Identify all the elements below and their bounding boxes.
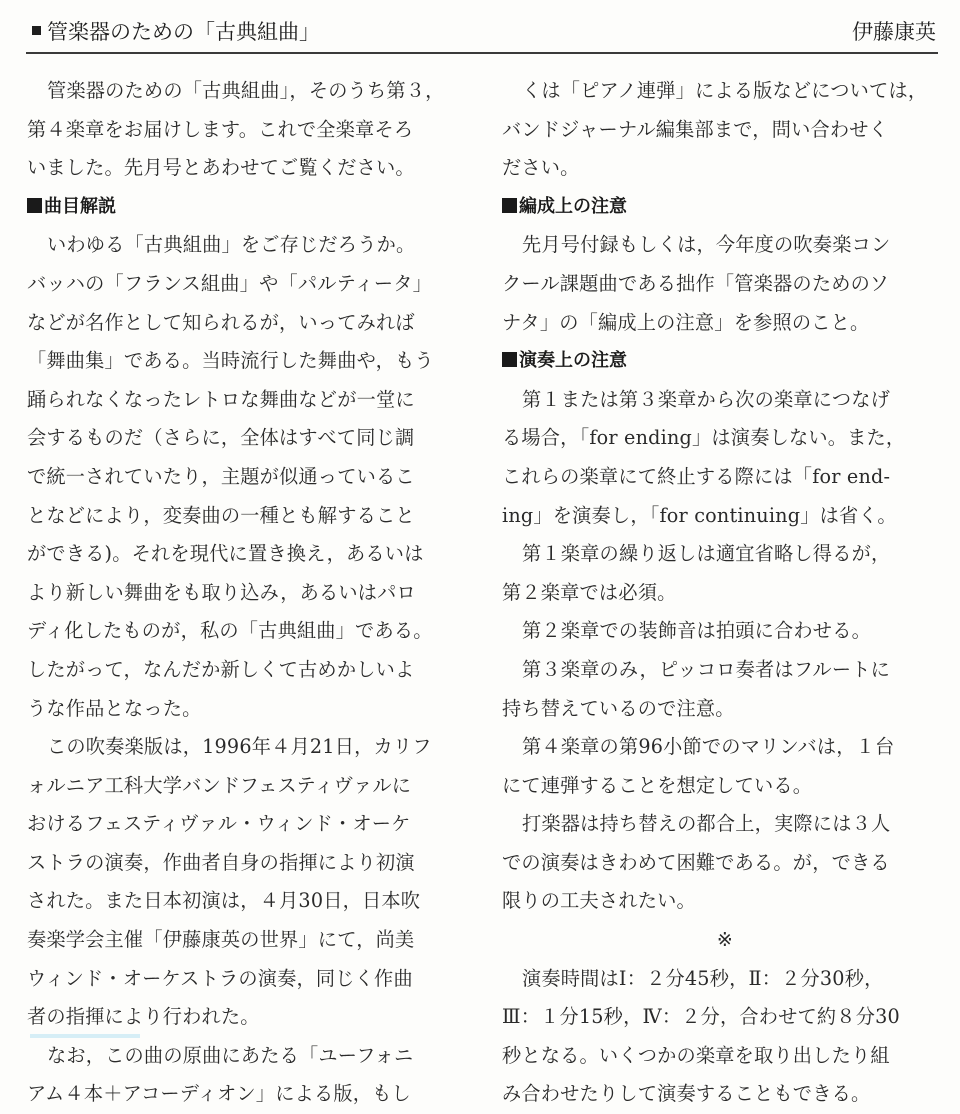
intro-line: いました。先月号とあわせてご覧ください。: [27, 156, 415, 180]
left-column: [27, 72, 475, 1114]
body-line: 持ち替えているので注意。: [502, 696, 735, 720]
section-heading-text: 演奏上の注意: [519, 350, 627, 372]
article-title: [32, 16, 320, 46]
body-line: クール課題曲である拙作「管楽器のためのソ: [502, 271, 889, 295]
page-header: [26, 10, 938, 54]
body-line: ださい。: [502, 156, 580, 180]
body-line: での演奏はきわめて困難である。が，できる: [502, 850, 890, 874]
title-bullet-icon: [32, 26, 41, 35]
body-line: 第１または第３楽章から次の楽章につなげ: [522, 387, 890, 411]
scan-edge-strip: [30, 1034, 140, 1038]
heading-square-icon: [502, 352, 517, 367]
body-line: ができる)。それを現代に置き換え，あるいは: [27, 542, 424, 566]
body-line: これらの楽章にて終止する際には「for end-: [502, 464, 891, 488]
body-line: うな作品となった。: [27, 696, 202, 720]
body-line: この吹奏楽版は，1996年４月21日，カリフ: [47, 735, 432, 759]
body-line: 演奏時間はⅠ：２分45秒，Ⅱ：２分30秒，: [522, 966, 884, 990]
body-line: などが名作として知られるが，いってみれば: [27, 310, 415, 334]
body-line: 第３楽章のみ，ピッコロ奏者はフルートに: [522, 657, 890, 681]
body-line: ウィンド・オーケストラの演奏，同じく作曲: [27, 966, 413, 990]
body-line: 限りの工夫されたい。: [502, 889, 696, 913]
body-line: 奏楽学会主催「伊藤康英の世界」にて，尚美: [27, 928, 415, 952]
body-line: ナタ」の「編成上の注意」を参照のこと。: [502, 310, 870, 334]
body-line: バンドジャーナル編集部まで，問い合わせく: [502, 117, 889, 141]
section-heading-text: 編成上の注意: [519, 195, 627, 217]
heading-square-icon: [502, 198, 517, 213]
body-line: 第２楽章での装飾音は拍頭に合わせる。: [522, 619, 871, 643]
body-line: 秒となる。いくつかの楽章を取り出したり組: [502, 1043, 890, 1067]
body-line: 会するものだ（さらに，全体はすべて同じ調: [27, 426, 415, 450]
right-column: [502, 72, 948, 1114]
heading-square-icon: [27, 198, 42, 213]
body-line: された。また日本初演は，４月30日，日本吹: [27, 889, 421, 913]
body-line: ディ化したものが，私の「古典組曲」である。: [27, 619, 433, 643]
body-line: おけるフェスティヴァル・ウィンド・オーケ: [27, 812, 411, 836]
intro-line: 管楽器のための「古典組曲」，そのうち第３，: [47, 79, 445, 102]
article-title-text: 管楽器のための「古典組曲」: [47, 20, 320, 44]
body-line: となどにより，変奏曲の一種とも解すること: [27, 503, 415, 527]
body-line: 打楽器は持ち替えの都合上，実際には３人: [522, 812, 891, 836]
section-heading-text: 曲目解説: [44, 195, 116, 217]
body-line: る場合，「for ending」は演奏しない。また，: [502, 426, 906, 450]
body-line: で統一されていたり，主題が似通っているこ: [27, 464, 415, 488]
section-heading-instrumentation: [502, 188, 948, 227]
body-line: 「舞曲集」である。当時流行した舞曲や，もう: [27, 349, 434, 373]
body-line: アム４本＋アコーディオン」による版，もし: [27, 1082, 411, 1106]
body-line: したがって，なんだか新しくて古めかしいよ: [27, 657, 415, 681]
body-line: ing」を演奏し，「for continuing」は省く。: [502, 503, 897, 527]
body-line: 第１楽章の繰り返しは適宜省略し得るが，: [522, 542, 891, 566]
body-line: より新しい舞曲をも取り込み，あるいはパロ: [27, 580, 416, 604]
body-line: 踊られなくなったレトロな舞曲などが一堂に: [27, 387, 415, 411]
section-heading-program-notes: [27, 188, 475, 227]
body-line: 者の指揮により行われた。: [27, 1005, 260, 1029]
body-line: 第４楽章の第96小節でのマリンバは，１台: [522, 735, 895, 759]
body-line: ストラの演奏，作曲者自身の指揮により初演: [27, 850, 415, 874]
separator-reference-mark: ※: [716, 928, 734, 952]
body-line: 第２楽章では必須。: [502, 580, 677, 604]
body-line: み合わせたりして演奏することもできる。: [502, 1082, 871, 1106]
body-line: Ⅲ：１分15秒，Ⅳ：２分，合わせて約８分30: [502, 1005, 900, 1029]
body-line: にて連弾することを想定している。: [502, 773, 813, 797]
section-heading-performance-notes: [502, 342, 948, 381]
body-line: ォルニア工科大学バンドフェスティヴァルに: [27, 773, 412, 797]
body-line: バッハの「フランス組曲」や「パルティータ」: [27, 271, 433, 295]
body-line: いわゆる「古典組曲」をご存じだろうか。: [47, 233, 416, 257]
body-line: くは「ピアノ連弾」による版などについては，: [522, 79, 928, 102]
article-author: 伊藤康英: [852, 20, 936, 44]
body-line: 先月号付録もしくは，今年度の吹奏楽コン: [522, 233, 891, 257]
body-line: なお，この曲の原曲にあたる「ユーフォニ: [47, 1043, 414, 1067]
intro-line: 第４楽章をお届けします。これで全楽章そろ: [27, 117, 414, 141]
